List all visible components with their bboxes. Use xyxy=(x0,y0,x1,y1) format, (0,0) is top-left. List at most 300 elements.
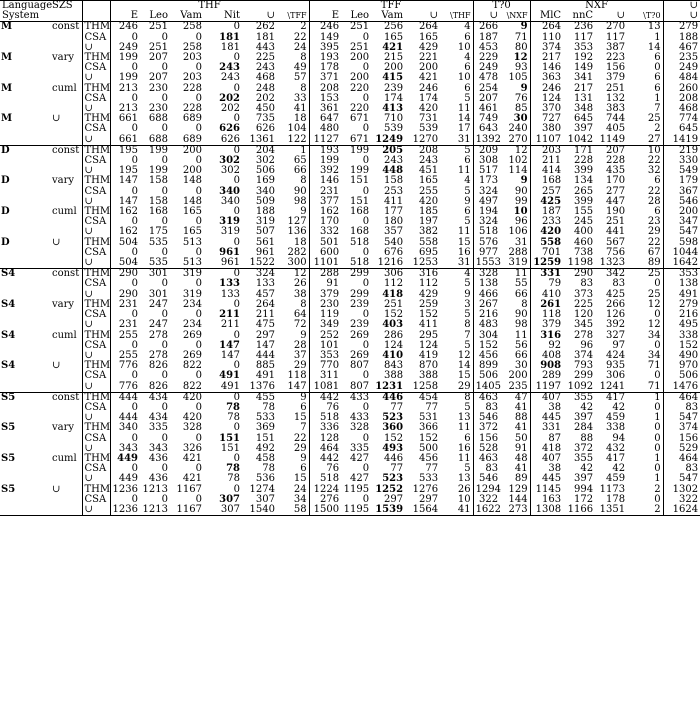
value-cell: 338 xyxy=(678,329,699,341)
value-cell: 399 xyxy=(573,165,594,177)
value-cell: 12 xyxy=(627,320,663,330)
value-cell: 744 xyxy=(605,113,626,125)
value-cell: 546 xyxy=(478,412,499,424)
language-cell xyxy=(0,382,50,393)
value-cell: 192 xyxy=(573,52,594,64)
value-cell: 11 xyxy=(500,331,530,341)
value-cell: 843 xyxy=(383,360,404,372)
value-cell: 93 xyxy=(500,63,530,73)
value-cell: 258 xyxy=(182,21,202,33)
mode-cell: ∪ xyxy=(50,114,82,124)
value-cell: 0 xyxy=(195,185,202,197)
value-cell: 8 xyxy=(277,176,309,186)
mode-cell xyxy=(50,63,82,73)
szs-status-cell: THM xyxy=(82,84,110,94)
value-cell: 0 xyxy=(195,493,202,505)
value-cell: 239 xyxy=(349,298,370,310)
value-cell: 335 xyxy=(148,422,168,434)
value-cell: 459 xyxy=(605,473,626,485)
value-cell: 558 xyxy=(418,236,439,248)
value-cell: 146 xyxy=(541,62,562,74)
col-header: nnC xyxy=(563,11,595,22)
value-cell: 306 xyxy=(605,370,626,382)
language-cell xyxy=(0,248,50,258)
value-cell: 826 xyxy=(148,360,168,372)
value-cell: 395 xyxy=(319,41,340,53)
best-value: 360 xyxy=(382,422,404,434)
value-cell: 71 xyxy=(500,33,530,43)
value-cell: 200 xyxy=(170,145,204,156)
value-cell: 676 xyxy=(383,246,404,258)
value-cell: 749 xyxy=(478,113,499,125)
value-cell: 14 xyxy=(440,114,473,124)
language-label: S5 xyxy=(1,452,16,464)
value-cell: 0 xyxy=(131,309,138,321)
value-cell: 199 xyxy=(319,155,340,167)
value-cell: 467 xyxy=(678,41,699,53)
value-cell: 793 xyxy=(573,360,594,372)
value-cell: 12 xyxy=(440,351,473,361)
value-cell: 190 xyxy=(605,206,626,218)
value-cell: 203 xyxy=(182,52,202,64)
value-cell: 335 xyxy=(349,442,370,454)
value-cell: 0 xyxy=(131,339,138,351)
value-cell: 463 xyxy=(473,392,500,403)
mode-cell xyxy=(50,434,82,444)
value-cell: 0 xyxy=(161,493,168,505)
value-cell: 83 xyxy=(580,278,594,290)
value-cell: 497 xyxy=(478,195,499,207)
value-cell: 5 xyxy=(440,145,473,156)
value-cell: 6 xyxy=(627,176,663,186)
best-value: 78 xyxy=(226,463,240,475)
szs-status-cell: CSA xyxy=(82,217,110,227)
value-cell: 194 xyxy=(478,206,499,218)
value-cell: 251 xyxy=(148,21,168,33)
szs-status-cell: THM xyxy=(82,300,110,310)
value-cell: 661 xyxy=(118,113,138,125)
value-cell: 302 xyxy=(255,155,275,167)
value-cell: 1101 xyxy=(313,257,340,269)
value-cell: 290 xyxy=(110,269,140,280)
value-cell: 50 xyxy=(500,434,530,444)
value-cell: 12 xyxy=(277,269,309,280)
value-cell: 90 xyxy=(500,310,530,320)
value-cell: 420 xyxy=(182,412,202,424)
value-cell: 80 xyxy=(500,43,530,53)
value-cell: 6 xyxy=(440,434,473,444)
language-cell xyxy=(0,53,50,63)
header-row-columns xyxy=(0,11,700,22)
value-cell: 1195 xyxy=(343,483,370,495)
szs-status-cell: CSA xyxy=(82,33,110,43)
value-cell: 5 xyxy=(440,217,473,227)
value-cell: 1145 xyxy=(535,483,562,495)
value-cell: 217 xyxy=(573,82,594,94)
value-cell: 1274 xyxy=(249,483,275,495)
value-cell: 149 xyxy=(319,31,340,43)
szs-header: SZS xyxy=(50,1,82,12)
value-cell: 94 xyxy=(612,432,626,444)
value-cell: 174 xyxy=(418,92,439,104)
mode-cell xyxy=(50,341,82,351)
value-cell: 114 xyxy=(500,166,530,176)
value-cell xyxy=(500,22,530,33)
value-cell: 319 xyxy=(220,226,240,238)
value-cell: 0 xyxy=(627,371,663,381)
value-cell: 0 xyxy=(233,175,240,187)
value-cell: 299 xyxy=(573,370,594,382)
value-cell: 225 xyxy=(573,298,594,310)
value-cell: 436 xyxy=(148,452,168,464)
value-cell: 377 xyxy=(319,195,340,207)
best-value: 961 xyxy=(219,246,240,258)
value-cell: 492 xyxy=(255,442,275,454)
value-cell: 9 xyxy=(440,197,473,207)
value-cell: 96 xyxy=(580,339,594,351)
best-value: 413 xyxy=(382,103,404,115)
language-cell xyxy=(0,94,50,104)
value-cell: 98 xyxy=(500,320,530,330)
value-cell: 1127 xyxy=(313,133,340,145)
col-header: ∪ xyxy=(595,11,627,22)
mode-cell xyxy=(50,258,82,269)
best-value: 403 xyxy=(382,319,404,331)
value-cell: 255 xyxy=(418,185,439,197)
mode-cell: const xyxy=(50,392,82,403)
value-cell: 1405 xyxy=(475,380,502,392)
value-cell: 110 xyxy=(541,31,562,43)
value-cell: 361 xyxy=(319,103,340,115)
value-cell: 48 xyxy=(500,454,530,464)
szs-status-cell: THM xyxy=(82,269,110,280)
value-cell: 441 xyxy=(605,226,626,238)
table-row xyxy=(0,258,700,269)
value-cell: 343 xyxy=(148,442,168,454)
value-cell: 994 xyxy=(573,483,594,495)
language-cell xyxy=(0,124,50,134)
value-cell: 0 xyxy=(233,360,240,372)
value-cell: 417 xyxy=(595,392,627,403)
value-cell: 33 xyxy=(277,94,309,104)
best-value: 425 xyxy=(540,195,562,207)
value-cell: 547 xyxy=(678,473,699,485)
value-cell: 207 xyxy=(148,52,168,64)
value-cell: 282 xyxy=(277,248,309,258)
value-cell: 16 xyxy=(440,444,473,454)
szs-status-cell: CSA xyxy=(82,187,110,197)
col-header: MlC xyxy=(530,11,563,22)
best-value: 1252 xyxy=(375,483,404,495)
value-cell: 299 xyxy=(349,288,370,300)
value-cell: 213 xyxy=(118,82,138,94)
szs-status-cell: ∪ xyxy=(82,474,110,484)
value-cell: 200 xyxy=(678,206,699,218)
szs-status-cell: ∪ xyxy=(82,166,110,176)
value-cell: 42 xyxy=(580,463,594,475)
value-cell: 304 xyxy=(478,329,499,341)
value-cell: 1392 xyxy=(475,133,502,145)
value-cell: 0 xyxy=(195,432,202,444)
szs-status-cell: THM xyxy=(82,392,110,403)
value-cell: 0 xyxy=(204,392,242,403)
value-cell: 229 xyxy=(478,52,499,64)
value-cell: 0 xyxy=(362,185,370,197)
value-cell: 0 xyxy=(362,401,370,413)
szs-status-cell: ∪ xyxy=(82,43,110,53)
value-cell: 49 xyxy=(277,63,309,73)
value-cell: 200 xyxy=(182,165,202,177)
value-cell: 374 xyxy=(678,422,699,434)
col-header: E xyxy=(309,11,341,22)
value-cell: 373 xyxy=(573,288,594,300)
szs-status-cell: CSA xyxy=(82,156,110,166)
value-cell: 540 xyxy=(383,236,404,248)
value-cell: 89 xyxy=(500,474,530,484)
language-cell xyxy=(0,258,50,269)
value-cell: 421 xyxy=(418,72,439,84)
value-cell: 5 xyxy=(440,279,473,289)
value-cell: 249 xyxy=(678,62,699,74)
value-cell: 1351 xyxy=(595,505,627,516)
value-cell: 348 xyxy=(573,103,594,115)
col-header: Vam xyxy=(371,11,405,22)
value-cell: 464 xyxy=(663,392,700,403)
value-cell: 468 xyxy=(678,103,699,115)
value-cell: 147 xyxy=(118,175,138,187)
mode-cell xyxy=(50,279,82,289)
value-cell: 264 xyxy=(418,21,439,33)
value-cell: 203 xyxy=(530,145,563,156)
value-cell: 328 xyxy=(182,422,202,434)
value-cell xyxy=(204,371,242,381)
value-cell: 251 xyxy=(383,298,404,310)
value-cell: 8 xyxy=(277,53,309,63)
value-cell: 0 xyxy=(233,236,240,248)
value-cell: 228 xyxy=(182,103,202,115)
value-cell: 461 xyxy=(478,103,499,115)
value-cell: 112 xyxy=(418,278,439,290)
value-cell: 8 xyxy=(500,300,530,310)
value-cell: 1540 xyxy=(242,505,277,516)
value-cell: 163 xyxy=(541,493,562,505)
mode-cell xyxy=(50,495,82,505)
language-label: D xyxy=(1,144,10,156)
value-cell: 4 xyxy=(440,53,473,63)
value-cell: 299 xyxy=(341,269,371,280)
best-value: 1231 xyxy=(375,380,404,392)
value-cell: 327 xyxy=(605,329,626,341)
value-cell: 0 xyxy=(627,403,663,413)
value-cell: 457 xyxy=(255,288,275,300)
value-cell: 89 xyxy=(627,258,663,269)
value-cell: 509 xyxy=(255,195,275,207)
value-cell: 286 xyxy=(383,329,404,341)
value-cell: 38 xyxy=(548,463,562,475)
value-cell: 0 xyxy=(131,31,138,43)
mode-cell xyxy=(50,371,82,381)
value-cell: 76 xyxy=(326,463,340,475)
language-label: S5 xyxy=(1,422,16,434)
value-cell: 260 xyxy=(678,82,699,94)
value-cell: 1 xyxy=(627,94,663,104)
value-cell: 288 xyxy=(500,248,530,258)
best-value: 418 xyxy=(382,288,404,300)
szs-status-cell: THM xyxy=(82,145,110,156)
value-cell: 83 xyxy=(685,463,699,475)
value-cell: 533 xyxy=(255,412,275,424)
value-cell: 247 xyxy=(148,298,168,310)
value-cell: 0 xyxy=(195,401,202,413)
value-cell: 0 xyxy=(195,92,202,104)
value-cell: 671 xyxy=(349,133,370,145)
value-cell: 885 xyxy=(255,360,275,372)
value-cell: 425 xyxy=(605,288,626,300)
value-cell: 234 xyxy=(182,319,202,331)
language-cell xyxy=(0,434,50,444)
value-cell: 15 xyxy=(277,413,309,423)
value-cell: 14 xyxy=(627,43,663,53)
table-row xyxy=(0,423,700,433)
value-cell: 0 xyxy=(161,123,168,135)
best-value: 523 xyxy=(382,473,404,485)
value-cell: 0 xyxy=(627,279,663,289)
value-cell: 38 xyxy=(277,290,309,300)
value-cell: 363 xyxy=(541,72,562,84)
value-cell: 8 xyxy=(277,300,309,310)
value-cell: 1622 xyxy=(473,505,500,516)
value-cell: 239 xyxy=(349,319,370,331)
value-cell: 1081 xyxy=(313,380,340,392)
value-cell: 79 xyxy=(548,278,562,290)
value-cell: 220 xyxy=(349,103,370,115)
value-cell: 0 xyxy=(362,216,370,228)
mode-cell xyxy=(50,320,82,330)
value-cell: 301 xyxy=(148,288,168,300)
mode-cell: vary xyxy=(50,53,82,63)
szs-status-cell: CSA xyxy=(82,403,110,413)
szs-status-cell: ∪ xyxy=(82,104,110,114)
value-cell: 0 xyxy=(161,278,168,290)
value-cell: 245 xyxy=(573,216,594,228)
szs-status-cell: THM xyxy=(82,485,110,495)
value-cell: 6 xyxy=(277,403,309,413)
value-cell: 16 xyxy=(440,248,473,258)
value-cell: 1167 xyxy=(176,483,202,495)
value-cell: 22 xyxy=(627,187,663,197)
value-cell: 504 xyxy=(118,236,138,248)
value-cell: 77 xyxy=(425,463,439,475)
value-cell: 1476 xyxy=(672,380,699,392)
value-cell: 278 xyxy=(148,349,168,361)
value-cell: 152 xyxy=(418,309,439,321)
value-cell: 449 xyxy=(118,473,138,485)
value-cell: 147 xyxy=(277,382,309,393)
value-cell: 178 xyxy=(605,493,626,505)
value-cell: 256 xyxy=(383,21,404,33)
value-cell: 0 xyxy=(195,31,202,43)
value-cell: 28 xyxy=(277,341,309,351)
value-cell: 341 xyxy=(573,72,594,84)
value-cell: 420 xyxy=(170,392,204,403)
value-cell: 0 xyxy=(233,21,240,33)
mode-cell xyxy=(50,187,82,197)
value-cell: 340 xyxy=(118,422,138,434)
language-cell xyxy=(0,495,50,505)
value-cell: 66 xyxy=(500,290,530,300)
value-cell: 330 xyxy=(678,155,699,167)
value-cell: 466 xyxy=(478,288,499,300)
language-cell xyxy=(0,300,50,310)
value-cell: 0 xyxy=(161,339,168,351)
value-cell: 153 xyxy=(319,92,340,104)
szs-status-cell: ∪ xyxy=(82,227,110,237)
value-cell: 223 xyxy=(605,52,626,64)
value-cell: 399 xyxy=(573,195,594,207)
mode-cell: cuml xyxy=(50,454,82,464)
value-cell: 369 xyxy=(255,422,275,434)
value-cell: 278 xyxy=(573,329,594,341)
mode-cell xyxy=(50,94,82,104)
value-cell: 215 xyxy=(383,52,404,64)
value-cell: 208 xyxy=(678,92,699,104)
value-cell: 42 xyxy=(612,463,626,475)
value-cell: 146 xyxy=(319,175,340,187)
best-value: 202 xyxy=(219,92,240,104)
value-cell: 117 xyxy=(605,31,626,43)
value-cell: 235 xyxy=(500,382,530,393)
best-value: 307 xyxy=(219,493,240,505)
value-cell: 822 xyxy=(182,360,202,372)
value-cell: 807 xyxy=(349,380,370,392)
value-cell: 0 xyxy=(161,246,168,258)
value-cell: 38 xyxy=(548,401,562,413)
language-cell xyxy=(0,485,50,495)
language-cell xyxy=(0,505,50,516)
value-cell: 689 xyxy=(182,113,202,125)
value-cell: 1166 xyxy=(563,505,595,516)
value-cell: 382 xyxy=(418,226,439,238)
value-cell: 24 xyxy=(277,485,309,495)
value-cell: 147 xyxy=(220,349,240,361)
value-cell: 26 xyxy=(440,485,473,495)
best-value: 147 xyxy=(219,339,240,351)
value-cell: 491 xyxy=(255,370,275,382)
value-cell: 290 xyxy=(118,288,138,300)
value-cell: 88 xyxy=(580,432,594,444)
value-cell: 251 xyxy=(349,41,370,53)
value-cell: 380 xyxy=(541,123,562,135)
value-cell: 181 xyxy=(220,41,240,53)
col-header: Vam xyxy=(170,11,204,22)
value-cell: 0 xyxy=(362,309,370,321)
value-cell: 251 xyxy=(605,216,626,228)
value-cell: 8 xyxy=(440,320,473,330)
value-cell: 0 xyxy=(362,62,370,74)
value-cell: 661 xyxy=(118,133,138,145)
value-cell: 221 xyxy=(418,52,439,64)
value-cell: 506 xyxy=(478,370,499,382)
value-cell: 0 xyxy=(362,92,370,104)
value-cell: 1236 xyxy=(110,505,140,516)
value-cell: 0 xyxy=(627,434,663,444)
mode-cell xyxy=(50,156,82,166)
value-cell: 451 xyxy=(418,165,439,177)
value-cell: 7 xyxy=(440,331,473,341)
value-cell: 507 xyxy=(255,226,275,238)
language-cell xyxy=(0,63,50,73)
value-cell: 5 xyxy=(440,187,473,197)
